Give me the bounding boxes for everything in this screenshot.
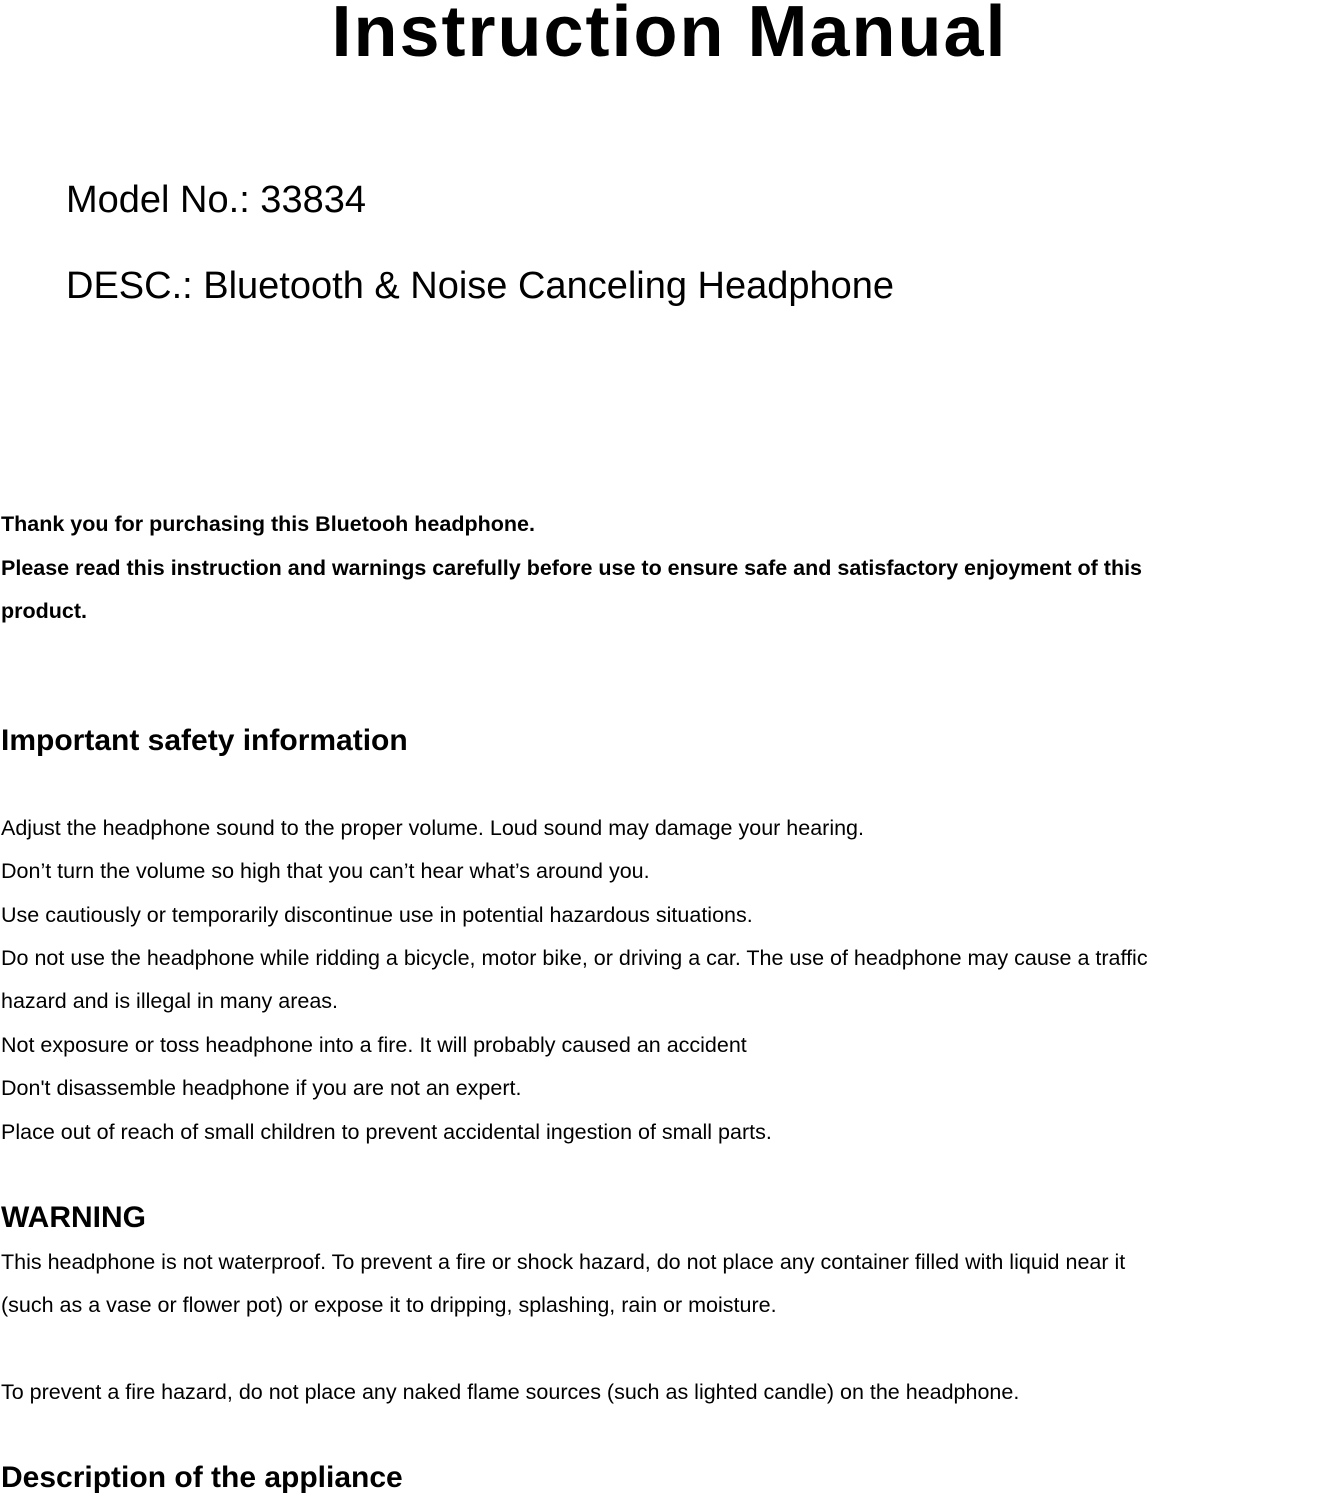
intro-line-3: product. bbox=[1, 599, 87, 623]
document-title: Instruction Manual bbox=[331, 0, 1008, 72]
safety-heading: Important safety information bbox=[1, 724, 408, 757]
safety-line: hazard and is illegal in many areas. bbox=[1, 989, 339, 1013]
intro-line-2: Please read this instruction and warnings carefully before use to ensure safe and satisfactory enjoyment of this bbox=[1, 556, 1143, 580]
description-heading: Description of the appliance bbox=[1, 1461, 403, 1494]
intro-line-1: Thank you for purchasing this Bluetooh headphone. bbox=[1, 512, 535, 536]
safety-line: Use cautiously or temporarily discontinue use in potential hazardous situations. bbox=[1, 903, 753, 927]
safety-line: Do not use the headphone while ridding a bicycle, motor bike, or driving a car. The use of headphone may cause a traffic bbox=[1, 946, 1148, 970]
product-description: DESC.: Bluetooth & Noise Canceling Headphone bbox=[66, 265, 895, 307]
safety-line: Place out of reach of small children to prevent accidental ingestion of small parts. bbox=[1, 1120, 772, 1144]
model-number: Model No.: 33834 bbox=[66, 179, 366, 221]
safety-line: Not exposure or toss headphone into a fire. It will probably caused an accident bbox=[1, 1033, 747, 1057]
warning-line: This headphone is not waterproof. To prevent a fire or shock hazard, do not place any container filled with liquid near it bbox=[1, 1250, 1126, 1274]
safety-line: Don't disassemble headphone if you are not an expert. bbox=[1, 1076, 522, 1100]
safety-line: Adjust the headphone sound to the proper volume. Loud sound may damage your hearing. bbox=[1, 816, 864, 840]
warning-line: To prevent a fire hazard, do not place any naked flame sources (such as lighted candle) on the headphone. bbox=[1, 1380, 1020, 1404]
warning-heading: WARNING bbox=[1, 1201, 146, 1234]
safety-line: Don’t turn the volume so high that you can’t hear what’s around you. bbox=[1, 859, 650, 883]
warning-line: (such as a vase or flower pot) or expose it to dripping, splashing, rain or moisture. bbox=[1, 1293, 777, 1317]
